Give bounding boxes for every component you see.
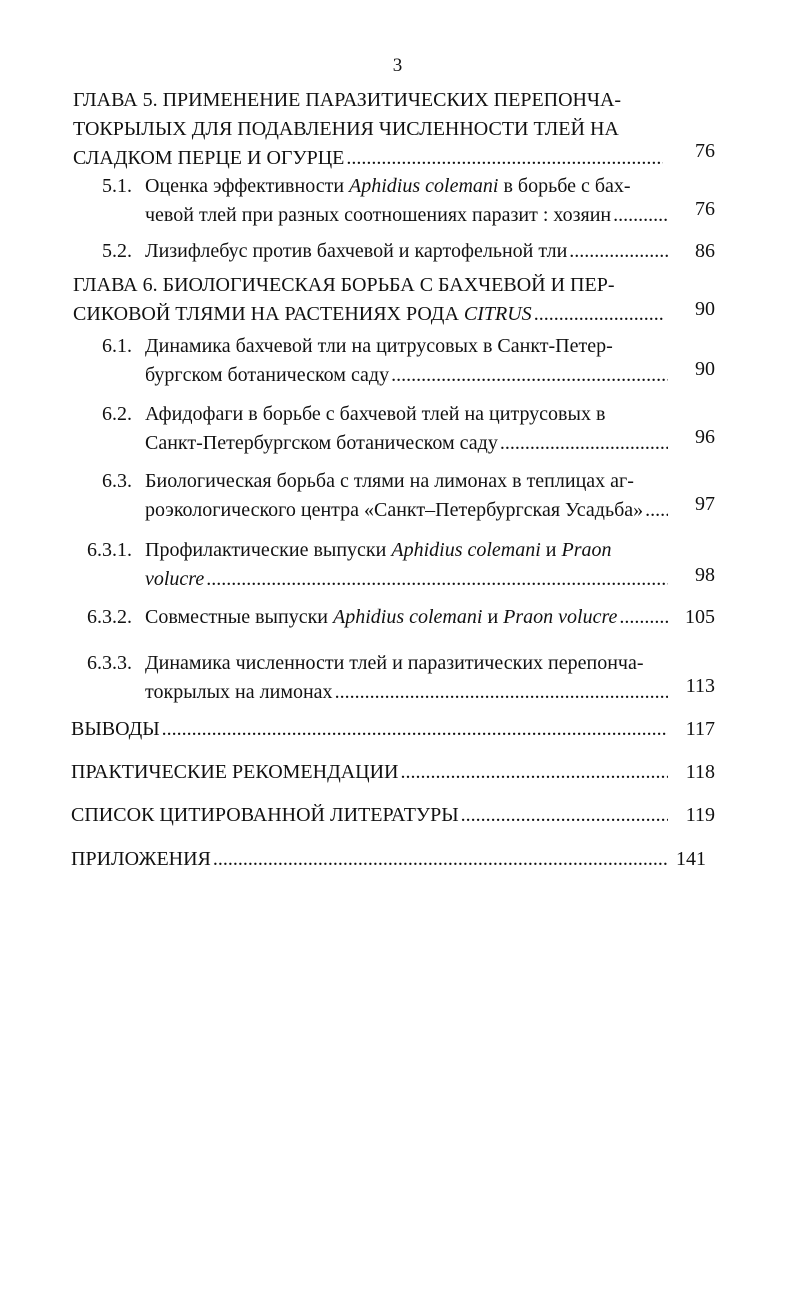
toc-entry-text: Совместные выпуски Aphidius colemani и Praon volucre [145, 606, 618, 628]
toc-entry-references[interactable] [71, 801, 668, 830]
toc-entry-text: ТОКРЫЛЫХ ДЛЯ ПОДАВЛЕНИЯ ЧИСЛЕННОСТИ ТЛЕЙ НА [73, 118, 619, 140]
dot-leader [569, 237, 668, 266]
section-number: 6.3.2. [87, 606, 132, 628]
toc-entry-text: Биологическая борьба с тлями на лимонах в теплицах аг- [145, 470, 634, 492]
toc-entry-text: Динамика численности тлей и паразитических перепонча- [145, 652, 644, 674]
toc-entry-text: СЛАДКОМ ПЕРЦЕ И ОГУРЦЕ [73, 147, 345, 169]
toc-entry-text: Оценка эффективности Aphidius colemani в борьбе с бах- [145, 175, 631, 197]
toc-entry-text: бургском ботаническом саду [145, 364, 390, 386]
page-number: 3 [392, 55, 403, 76]
toc-entry-chapter-6[interactable] [73, 271, 663, 329]
toc-page-number: 96 [695, 426, 715, 448]
toc-entry-text: Санкт-Петербургском ботаническом саду [145, 432, 498, 454]
toc-page-number: 90 [695, 298, 715, 320]
toc-entry-section-6-3-2[interactable] [145, 603, 668, 632]
toc-page-number: 141 [676, 848, 706, 870]
section-number: 5.1. [102, 175, 132, 197]
toc-entry-section-6-3[interactable] [145, 467, 668, 525]
dot-leader [461, 801, 668, 830]
toc-entry-text: Лизифлебус против бахчевой и картофельной тли [145, 240, 568, 262]
toc-page-number: 117 [685, 718, 715, 740]
toc-entry-text: роэкологического центра «Санкт–Петербургская Усадьба» [145, 499, 644, 521]
section-number: 6.3. [102, 470, 132, 492]
section-number: 6.1. [102, 335, 132, 357]
toc-page-number: 98 [695, 564, 715, 586]
dot-leader [619, 603, 668, 632]
toc-entry-text: ГЛАВА 5. ПРИМЕНЕНИЕ ПАРАЗИТИЧЕСКИХ ПЕРЕПОНЧА- [73, 89, 622, 111]
dot-leader [162, 715, 668, 744]
dot-leader [391, 361, 668, 390]
toc-entry-section-5-1[interactable] [145, 172, 668, 230]
toc-page-number: 119 [685, 804, 715, 826]
dot-leader [346, 144, 663, 173]
toc-entry-text: Афидофаги в борьбе с бахчевой тлей на цитрусовых в [145, 403, 606, 425]
toc-page-number: 113 [685, 675, 715, 697]
toc-entry-section-6-3-3[interactable] [145, 649, 668, 707]
toc-entry-text: ПРИЛОЖЕНИЯ [71, 848, 211, 870]
dot-leader [213, 845, 668, 874]
toc-page-number: 105 [685, 606, 715, 628]
toc-entry-section-6-1[interactable] [145, 332, 668, 390]
dot-leader [335, 678, 668, 707]
toc-page-number: 118 [685, 761, 715, 783]
dot-leader [645, 496, 668, 525]
toc-entry-section-6-2[interactable] [145, 400, 668, 458]
dot-leader [613, 201, 668, 230]
toc-page-number: 86 [695, 240, 715, 262]
toc-page-number: 97 [695, 493, 715, 515]
toc-entry-text: токрылых на лимонах [145, 681, 333, 703]
section-number: 5.2. [102, 240, 132, 262]
toc-entry-conclusions[interactable] [71, 715, 668, 744]
toc-entry-text: volucre [145, 568, 205, 590]
section-number: 6.3.1. [87, 539, 132, 561]
toc-entry-appendices[interactable] [71, 845, 668, 874]
toc-entry-recommendations[interactable] [71, 758, 668, 787]
toc-entry-text: СПИСОК ЦИТИРОВАННОЙ ЛИТЕРАТУРЫ [71, 804, 459, 826]
toc-entry-text: Динамика бахчевой тли на цитрусовых в Санкт-Петер- [145, 335, 613, 357]
toc-page-number: 90 [695, 358, 715, 380]
dot-leader [401, 758, 669, 787]
toc-entry-section-5-2[interactable] [145, 237, 668, 266]
toc-entry-text: ПРАКТИЧЕСКИЕ РЕКОМЕНДАЦИИ [71, 761, 399, 783]
toc-entry-text: ВЫВОДЫ [71, 718, 160, 740]
dot-leader [500, 429, 668, 458]
toc-entry-text: ГЛАВА 6. БИОЛОГИЧЕСКАЯ БОРЬБА С БАХЧЕВОЙ И ПЕР- [73, 274, 615, 296]
section-number: 6.2. [102, 403, 132, 425]
toc-entry-chapter-5[interactable] [73, 86, 663, 173]
dot-leader [206, 565, 668, 594]
dot-leader [534, 300, 663, 329]
toc-page-number: 76 [695, 140, 715, 162]
toc-entry-text: чевой тлей при разных соотношениях паразит : хозяин [145, 204, 612, 226]
toc-entry-text: СИКОВОЙ ТЛЯМИ НА РАСТЕНИЯХ РОДА CITRUS [73, 303, 532, 325]
section-number: 6.3.3. [87, 652, 132, 674]
toc-page-number: 76 [695, 198, 715, 220]
toc-entry-text: Профилактические выпуски Aphidius colemani и Praon [145, 539, 612, 561]
toc-entry-section-6-3-1[interactable] [145, 536, 668, 594]
